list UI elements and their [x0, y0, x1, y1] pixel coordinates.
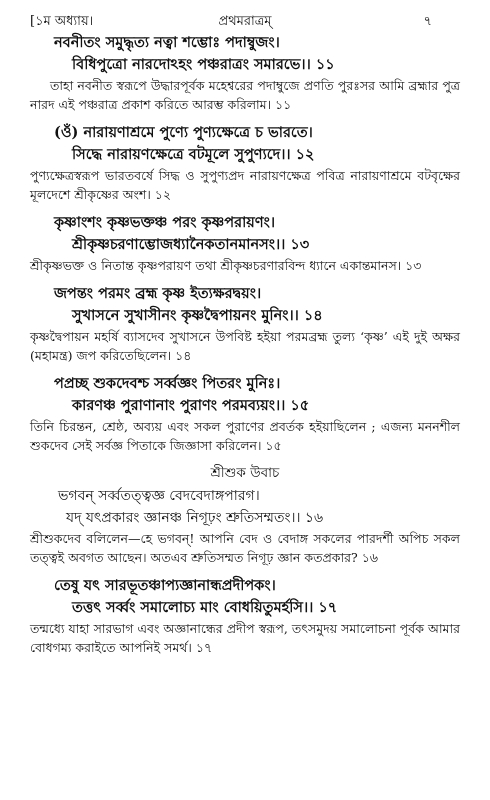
verse-line: নবনীতং সমুদ্ধৃত্য নত্বা শম্ভোঃ পদাম্বুজং।	[54, 34, 280, 51]
page-title: প্রথমরাত্রম্‌	[218, 14, 272, 29]
verse-line: সুখাসনে সুখাসীনং কৃষ্ণদ্বৈপায়নং মুনিং।। ১৪	[72, 307, 323, 324]
sanskrit-verse	[30, 212, 460, 256]
chapter-marker: [১ম অধ্যায়।	[30, 14, 94, 29]
sanskrit-verse	[30, 373, 460, 417]
sanskrit-verse	[30, 575, 460, 619]
bengali-translation: তন্মধ্যে যাহা সারভাগ এবং অজ্ঞানান্ধের প্রদীপ স্বরূপ, তৎসমুদয় সমালোচনা পূর্বক আমার বোধগম্য করাইতে আপনিই সমর্থ। ১৭	[30, 621, 460, 655]
page-number: ৭	[423, 14, 432, 29]
bengali-translation: তাহা নবনীত স্বরূপে উদ্ধারপূর্বক মহেশ্বরের পদাম্বুজে প্রণতি পুরঃসর আমি ব্রহ্মার পুত্র নারদ এই পঞ্চরাত্র প্রকাশ করিতে আরম্ভ করিলাম। ১১	[30, 78, 460, 112]
verse-line: ভগবন্‌ সর্ব্বতত্ত্বজ্ঞ বেদবেদাঙ্গপারগ।	[58, 488, 260, 504]
verse-line: তত্তৎ সর্ব্বং সমালোচ্য মাং বোধয়িতুমর্হসি।। ১৭	[72, 599, 338, 616]
verse-line: জপন্তং পরমং ব্রহ্ম কৃষ্ণ ইত্যক্ষরদ্বয়ং।	[54, 285, 262, 302]
bengali-translation: পুণ্যক্ষেত্রস্বরূপ ভারতবর্ষে সিদ্ধ ও সুপুণ্যপ্রদ নারায়ণক্ষেত্র পবিত্র নারায়ণাশ্রমে বটবৃক্ষের মূলদেশে শ্রীকৃষ্ণের অংশ। ১২	[30, 168, 460, 202]
verse-line: যদ্‌ যৎপ্রকারং জ্ঞানঞ্চ নিগূঢ়ং শ্রুতিসম্মতং।। ১৬	[66, 510, 324, 526]
sanskrit-verse	[30, 32, 460, 76]
verse-block-12	[30, 122, 460, 204]
verse-line: কৃষ্ণাংশং কৃষ্ণভক্তঞ্চ পরং কৃষ্ণপরায়ণং।	[54, 214, 276, 231]
verse-block-17	[30, 575, 460, 657]
running-header	[30, 10, 460, 32]
verse-line: (ওঁ) নারায়ণাশ্রমে পুণ্যে পুণ্যক্ষেত্রে চ ভারতে।	[54, 124, 313, 141]
verse-line: শ্রীকৃষ্ণচরণাম্ভোজধ্যানৈকতানমানসং।। ১৩	[72, 236, 310, 253]
verse-line: তেষু যৎ সারভূতঞ্চাপ্যজ্ঞানান্ধপ্রদীপকং।	[54, 577, 276, 594]
bengali-translation: শ্রীশুকদেব বলিলেন—হে ভগবন্‌! আপনি বেদ ও বেদাঙ্গ সকলের পারদর্শী অপিচ সকল তত্ত্বই অবগত আছেন। অতএব শ্রুতিসম্মত নিগূঢ় জ্ঞান কতপ্রকার? ১৬	[30, 531, 460, 565]
verse-block-16	[30, 485, 460, 567]
bengali-translation: শ্রীকৃষ্ণভক্ত ও নিতান্ত কৃষ্ণপরায়ণ তথা শ্রীকৃষ্ণচরণারবিন্দ ধ্যানে একান্তমানস। ১৩	[30, 258, 422, 273]
section-heading: শ্রীশুক উবাচ	[210, 465, 280, 481]
verse-line: পপ্রচ্ছ শুকদেবশ্চ সর্ব্বজ্ঞং পিতরং মুনিঃ।	[54, 375, 281, 392]
sanskrit-verse	[30, 485, 460, 529]
bengali-translation: কৃষ্ণদ্বৈপায়ন মহর্ষি ব্যাসদেব সুখাসনে উপবিষ্ট হইয়া পরমব্রহ্ম তুল্য ‘কৃষ্ণ’ এই দুই অক্ষর (মহামন্ত্র) জপ করিতেছিলেন। ১৪	[30, 329, 460, 363]
verse-block-15	[30, 373, 460, 455]
verse-block-13	[30, 212, 460, 275]
verse-line: কারণঞ্চ পুরাণানাং পুরাণং পরমব্যয়ং।। ১৫	[72, 397, 310, 414]
bengali-translation: তিনি চিরন্তন, শ্রেষ্ঠ, অব্যয় এবং সকল পুরাণের প্রবর্তক হইয়াছিলেন ; এজন্য মননশীল শুকদেব সেই সর্বজ্ঞ পিতাকে জিজ্ঞাসা করিলেন। ১৫	[30, 419, 460, 453]
sanskrit-verse	[30, 283, 460, 327]
sanskrit-verse	[30, 122, 460, 166]
verse-line: বিধিপুত্রো নারদোঽহং পঞ্চরাত্রং সমারভে।। ১১	[72, 56, 335, 73]
verse-block-11	[30, 32, 460, 114]
verse-block-14	[30, 283, 460, 365]
verse-line: সিদ্ধে নারায়ণক্ষেত্রে বটমূলে সুপুণ্যদে।। ১২	[72, 146, 315, 163]
